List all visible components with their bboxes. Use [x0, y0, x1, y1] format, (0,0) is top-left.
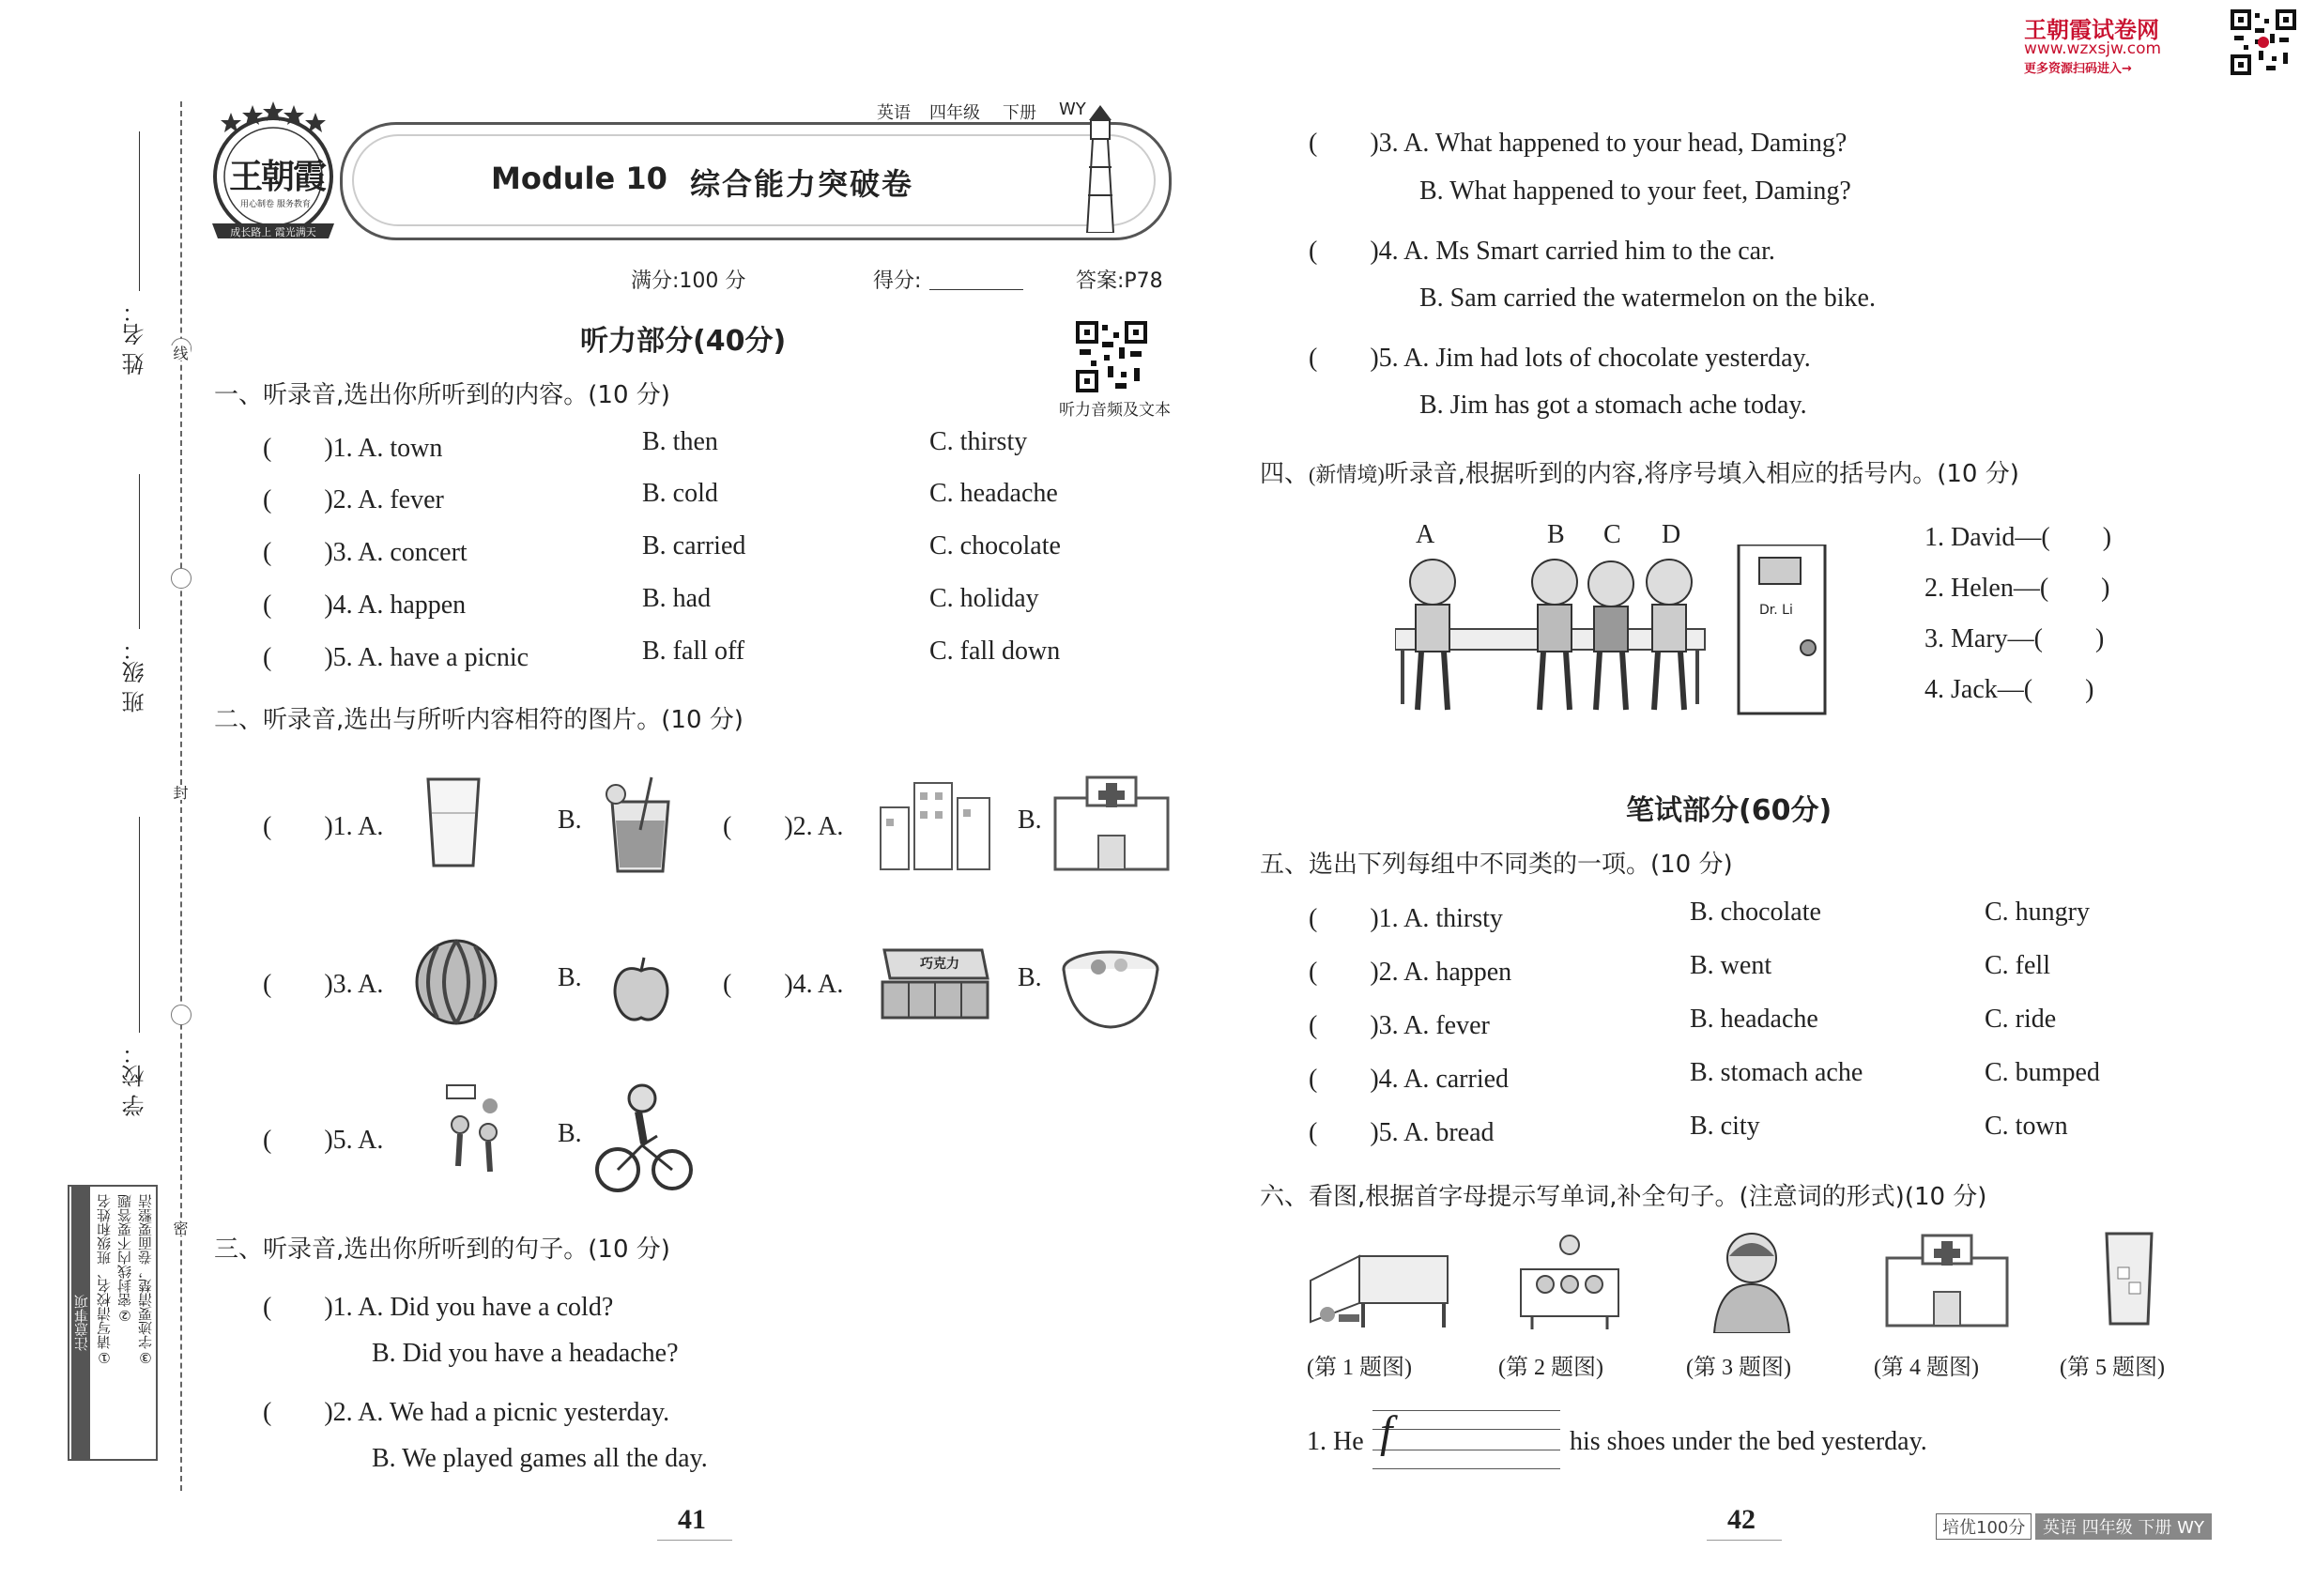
- question-item[interactable]: ( )3. A. fever: [1309, 1011, 1490, 1040]
- section-4-text: 听录音,根据听到的内容,将序号填入相应的括号内。(10 分): [1384, 460, 2019, 488]
- page-number-left: 41: [678, 1504, 706, 1535]
- binding-hole: [171, 568, 192, 589]
- qr-label: 听力音频及文本: [1059, 401, 1171, 419]
- kids-table-picture: [1513, 1232, 1626, 1329]
- series-tag: 培优100分: [1936, 1513, 2032, 1540]
- logo-ribbon: 成长路上 霞光满天: [230, 226, 316, 238]
- score-field[interactable]: [929, 289, 1023, 290]
- logo-small: 用心制卷 服务教育: [240, 200, 311, 209]
- header-tag: 下册: [1003, 103, 1036, 123]
- option-b: B. had: [642, 584, 712, 613]
- school-field[interactable]: [139, 817, 140, 1033]
- score-label: 得分:: [873, 269, 922, 293]
- page-title: 综合能力突破卷: [690, 166, 914, 202]
- cut-mark-text: 封: [171, 785, 189, 800]
- question-item[interactable]: ( )3. A. concert: [263, 538, 468, 567]
- question-item[interactable]: ( )4. A. happen: [263, 591, 467, 620]
- option-b-label: B.: [1018, 963, 1042, 992]
- door-sign: Dr. Li: [1759, 603, 1793, 618]
- section-6-title: 六、看图,根据首字母提示写单词,补全句子。(注意词的形式)(10 分): [1260, 1183, 1987, 1211]
- water-glass-picture: [2101, 1230, 2157, 1327]
- q1-prefix: 1. He: [1307, 1427, 1364, 1456]
- scene-letter: B: [1547, 520, 1565, 549]
- option-b-label: B.: [1018, 806, 1042, 835]
- site-qr-code[interactable]: [2231, 9, 2296, 75]
- option-b: B. chocolate: [1690, 898, 1821, 927]
- option-b: B. city: [1690, 1112, 1760, 1141]
- option-b: B. headache: [1690, 1005, 1818, 1034]
- option-b-label: B.: [558, 963, 582, 992]
- note-item: ③字迹要清楚，卷面要整洁: [137, 1194, 154, 1366]
- q1-suffix: his shoes under the bed yesterday.: [1570, 1427, 1927, 1456]
- option-b: B. Jim has got a stomach ache today.: [1419, 391, 1807, 420]
- option-b: B. went: [1690, 951, 1772, 980]
- school-label: 学 校：: [122, 1042, 148, 1117]
- city-buildings-icon[interactable]: [873, 770, 995, 873]
- question-item[interactable]: ( )1. A. thirsty: [1309, 904, 1503, 933]
- picture-caption: (第 2 题图): [1498, 1356, 1603, 1380]
- header-tag: 四年级: [929, 103, 980, 123]
- scene-letter: C: [1603, 520, 1621, 549]
- hospital-icon[interactable]: [1050, 770, 1173, 873]
- option-b: B. Did you have a headache?: [372, 1339, 679, 1368]
- section-3-title: 三、听录音,选出你所听到的句子。(10 分): [214, 1235, 670, 1264]
- basketball-kids-icon[interactable]: [441, 1082, 513, 1194]
- juice-glass-icon[interactable]: [595, 774, 685, 875]
- option-c: C. holiday: [929, 584, 1039, 613]
- chocolate-icon[interactable]: [879, 941, 991, 1021]
- title-banner: [340, 122, 1172, 240]
- option-c: C. bumped: [1985, 1058, 2100, 1087]
- binding-hole: [171, 1005, 192, 1025]
- brand-logo: [203, 101, 344, 242]
- option-b: B. Sam carried the watermelon on the bike.: [1419, 284, 1876, 313]
- question-item[interactable]: ( )1. A. town: [263, 434, 443, 463]
- option-c: C. town: [1985, 1112, 2068, 1141]
- match-item[interactable]: 4. Jack—( ): [1924, 675, 2094, 704]
- option-b: B. We played games all the day.: [372, 1444, 708, 1473]
- site-hint: 更多资源扫码进入→: [2024, 62, 2132, 76]
- picture-caption: (第 5 题图): [2060, 1356, 2165, 1380]
- logo-text: 王朝霞: [229, 158, 326, 196]
- question-item[interactable]: ( )4. A.: [723, 970, 844, 999]
- notes-box: [68, 1185, 158, 1461]
- sick-child-picture: [1705, 1228, 1799, 1333]
- answer-ref: 答案:P78: [1076, 269, 1163, 293]
- picture-caption: (第 1 题图): [1307, 1356, 1412, 1380]
- series-info: 英语 四年级 下册 WY: [2035, 1513, 2212, 1540]
- listening-qr-code[interactable]: [1076, 321, 1147, 392]
- question-item[interactable]: ( )5. A. have a picnic: [263, 643, 529, 672]
- class-field[interactable]: [139, 474, 140, 629]
- class-label: 班 级：: [122, 638, 148, 714]
- option-c: C. ride: [1985, 1005, 2057, 1034]
- full-score: 满分:100 分: [631, 269, 746, 293]
- question-item[interactable]: ( )1. A. Did you have a cold?: [263, 1293, 614, 1322]
- section-4-title: [1260, 454, 2019, 489]
- bed-picture: [1307, 1237, 1453, 1329]
- site-title: 王朝霞试卷网: [2024, 17, 2159, 43]
- question-item[interactable]: ( )2. A. happen: [1309, 958, 1512, 987]
- note-item: ②密封线内不要答题: [116, 1194, 133, 1324]
- option-c: C. headache: [929, 479, 1058, 508]
- scene-letter: D: [1662, 520, 1681, 549]
- notes-title: 注意事项: [71, 1187, 90, 1459]
- page-number-right: 42: [1727, 1504, 1756, 1535]
- option-c: C. chocolate: [929, 531, 1061, 560]
- option-c: C. hungry: [1985, 898, 2090, 927]
- new-context-tag: (新情境): [1309, 463, 1385, 486]
- option-b: B. then: [642, 427, 718, 456]
- question-item[interactable]: ( )4. A. carried: [1309, 1065, 1510, 1094]
- option-c: C. thirsty: [929, 427, 1028, 456]
- site-url: www.wzxsjw.com: [2024, 39, 2162, 58]
- option-b: B. What happened to your feet, Daming?: [1419, 176, 1851, 206]
- match-item[interactable]: 3. Mary—( ): [1924, 624, 2105, 653]
- name-label: 姓 名：: [122, 300, 148, 376]
- listening-heading: 听力部分(40分): [580, 325, 787, 358]
- picture-caption: (第 4 题图): [1874, 1356, 1979, 1380]
- question-item[interactable]: ( )5. A. Jim had lots of chocolate yesterday.: [1309, 344, 1811, 373]
- picture-caption: (第 3 题图): [1686, 1356, 1791, 1380]
- section-2-title: 二、听录音,选出与所听内容相符的图片。(10 分): [214, 706, 744, 734]
- question-item[interactable]: ( )5. A.: [263, 1126, 384, 1155]
- written-heading: 笔试部分(60分): [1626, 794, 1832, 827]
- noodle-bowl-icon[interactable]: [1061, 941, 1160, 1031]
- option-b: B. cold: [642, 479, 718, 508]
- scene-letter: A: [1416, 520, 1435, 549]
- lighthouse-icon: [1080, 101, 1121, 233]
- hospital-picture: [1881, 1230, 2013, 1329]
- question-item[interactable]: ( )2. A.: [723, 812, 844, 841]
- question-item[interactable]: ( )4. A. Ms Smart carried him to the car.: [1309, 237, 1775, 266]
- option-b-label: B.: [558, 806, 582, 835]
- question-item[interactable]: ( )5. A. bread: [1309, 1118, 1495, 1147]
- option-c: C. fell: [1985, 951, 2050, 980]
- option-b: B. carried: [642, 531, 746, 560]
- q1-answer-field[interactable]: [1372, 1406, 1560, 1472]
- question-item[interactable]: ( )3. A.: [263, 970, 384, 999]
- note-item: ①请写清校名、班级和姓名: [96, 1194, 113, 1366]
- header-tag: 英语: [877, 103, 911, 123]
- question-item[interactable]: ( )3. A. What happened to your head, Daming?: [1309, 129, 1848, 158]
- name-field[interactable]: [139, 131, 140, 291]
- option-b: B. fall off: [642, 637, 745, 666]
- apple-icon[interactable]: [610, 956, 672, 1025]
- option-b: B. stomach ache: [1690, 1058, 1863, 1087]
- watermelon-icon[interactable]: [413, 931, 499, 1025]
- question-item[interactable]: ( )1. A.: [263, 812, 384, 841]
- match-item[interactable]: 1. David—( ): [1924, 523, 2112, 552]
- section-5-title: 五、选出下列每组中不同类的一项。(10 分): [1260, 851, 1733, 879]
- cut-mark-text: 线: [171, 345, 189, 361]
- section-1-title: 一、听录音,选出你所听到的内容。(10 分): [214, 381, 670, 409]
- option-b-label: B.: [558, 1119, 582, 1148]
- match-item[interactable]: 2. Helen—( ): [1924, 574, 2110, 603]
- cut-mark-text: 密: [171, 1220, 189, 1235]
- chocolate-label: 巧克力: [920, 957, 959, 972]
- hint-letter: f: [1380, 1407, 1393, 1457]
- section-4-prefix: 四、: [1260, 460, 1310, 488]
- waiting-room-scene: [1395, 507, 1836, 715]
- header-tag: WY: [1059, 100, 1086, 119]
- module-name: Module 10: [491, 161, 667, 196]
- option-c: C. fall down: [929, 637, 1061, 666]
- question-item[interactable]: ( )2. A. fever: [263, 485, 444, 514]
- bike-rider-icon[interactable]: [595, 1080, 693, 1196]
- empty-glass-icon[interactable]: [421, 775, 486, 869]
- question-item[interactable]: ( )2. A. We had a picnic yesterday.: [263, 1398, 670, 1427]
